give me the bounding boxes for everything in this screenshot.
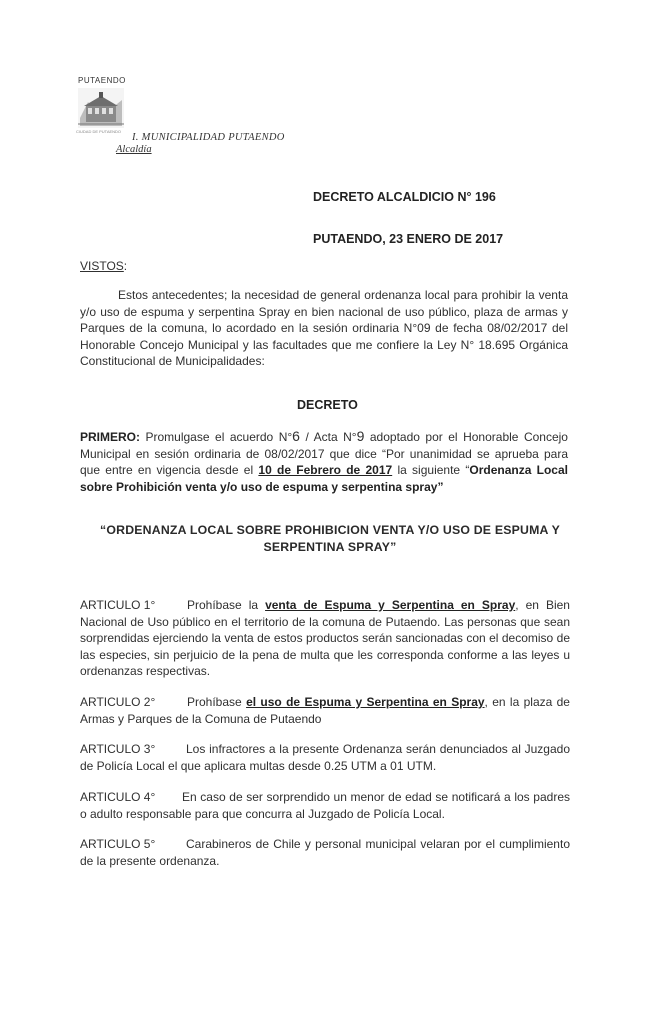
decreto-heading: DECRETO: [297, 398, 358, 412]
decree-date: PUTAENDO, 23 ENERO DE 2017: [313, 232, 504, 246]
logo-caption: PUTAENDO: [78, 76, 126, 85]
article-2-post: , en la plaza de Armas y Parques de la Comuna de Putaendo: [80, 695, 570, 726]
primero-text-2: / Acta N°: [299, 430, 357, 444]
article-2-pre: Prohíbase: [187, 695, 247, 709]
acta-number: 9: [356, 428, 365, 444]
effective-date: 10 de Febrero de 2017: [258, 463, 393, 478]
office-name: Alcaldía: [116, 144, 152, 155]
ordinance-title: [80, 522, 580, 556]
article-3: [80, 741, 570, 774]
municipal-crest-logo: [78, 88, 124, 128]
primero-paragraph: [80, 428, 568, 495]
article-2-label: ARTICULO 2°: [80, 695, 156, 709]
decree-number: DECRETO ALCALDICIO N° 196: [313, 190, 496, 204]
article-1: [80, 597, 570, 680]
article-4-text: En caso de ser sorprendido un menor de edad se notificará a los padres o adulto responsable para que concurra al Juzgado de Policía Local.: [80, 790, 570, 821]
primero-label: PRIMERO:: [80, 430, 140, 444]
article-5: [80, 836, 570, 869]
article-2-emphasis: el uso de Espuma y Serpentina en Spray: [246, 695, 485, 709]
article-1-label: ARTICULO 1°: [80, 598, 156, 612]
article-1-emphasis: venta de Espuma y Serpentina en Spray: [265, 598, 516, 612]
logo-subcaption: CIUDAD DE PUTAENDO: [76, 129, 122, 134]
article-2: [80, 694, 570, 727]
vistos-colon: :: [123, 259, 128, 273]
article-5-label: ARTICULO 5°: [80, 837, 156, 851]
article-1-post: , en Bien Nacional de Uso público en el territorio de la comuna de Putaendo. Las personas que sean sorprendidas ejerciendo la venta de estos productos serán sancionadas con el decomiso de las especies, sin perjuicio de la pena de multa que les corresponda conforme a las leyes u ordenanzas respectivas.: [80, 598, 570, 679]
primero-text-3: adoptado por el Honorable Concejo Municipal en sesión ordinaria de 08/02/2017 que dice “Por unanimidad se aprueba para que entre en vigencia desde el: [80, 430, 568, 478]
article-3-label: ARTICULO 3°: [80, 742, 156, 756]
ordinance-title-line-1: “ORDENANZA LOCAL SOBRE PROHIBICION VENTA Y/O USO DE ESPUMA Y: [100, 523, 560, 537]
article-4-label: ARTICULO 4°: [80, 790, 156, 804]
vistos-heading: [80, 258, 127, 275]
primero-text-1: Promulgase el acuerdo N°: [140, 430, 293, 444]
article-4: [80, 789, 570, 822]
primero-text-4: la siguiente “: [392, 463, 470, 478]
article-3-text: Los infractores a la presente Ordenanza serán denunciados al Juzgado de Policía Local el que aplicara multas desde 0.25 UTM a 01 UTM.: [80, 742, 570, 773]
article-1-pre: Prohíbase la: [187, 598, 266, 612]
vistos-label: VISTOS: [80, 259, 124, 273]
ordinance-title-line-2: SERPENTINA SPRAY”: [263, 540, 397, 554]
article-5-text: Carabineros de Chile y personal municipal velaran por el cumplimiento de la presente ordenanza.: [80, 837, 570, 868]
acuerdo-number: 6: [292, 428, 300, 444]
municipality-name: I. MUNICIPALIDAD PUTAENDO: [132, 132, 285, 143]
vistos-text: Estos antecedentes; la necesidad de general ordenanza local para prohibir la venta y/o uso de espuma y serpentina Spray en bien nacional de uso público, plaza de armas y Parques de la comuna, lo acordado en la sesión ordinaria N°09 de fecha 08/02/2017 del Honorable Concejo Municipal y las facultades que me confiere la Ley N° 18.695 Orgánica Constitucional de Municipalidades:: [80, 288, 568, 369]
ordinance-reference: Ordenanza Local sobre Prohibición venta y/o uso de espuma y serpentina spray”: [80, 463, 568, 494]
